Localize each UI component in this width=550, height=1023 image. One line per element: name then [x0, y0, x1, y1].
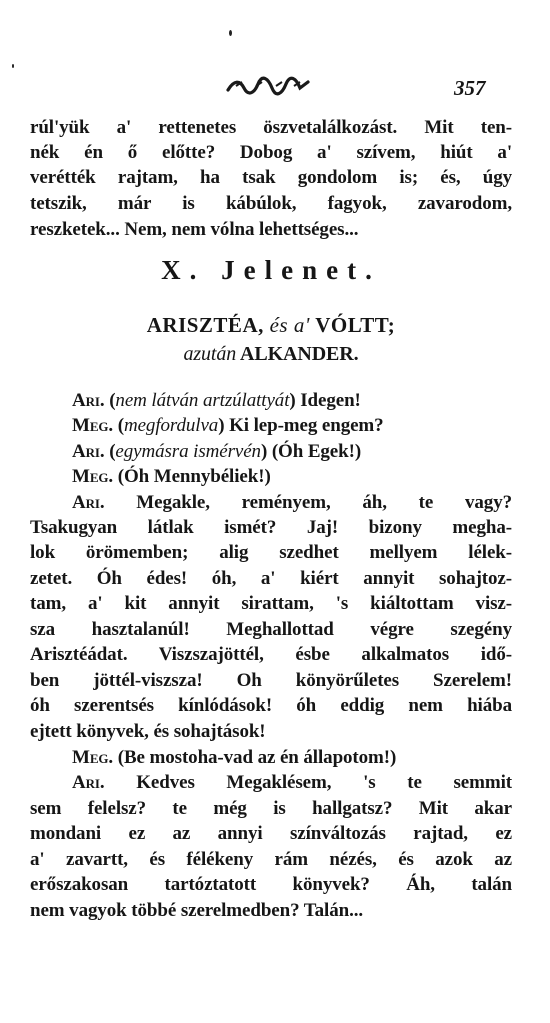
text-line: tam, a' kit annyit sirattam, 's kiáltottam visz-	[30, 593, 512, 614]
text-line: ben jöttél-viszsza! Oh könyörűletes Szerelem!	[30, 670, 512, 691]
character-name: ARISZTÉA,	[146, 313, 264, 337]
dialogue-line: Meg. (megfordulva) Ki lep-meg engem?	[72, 415, 384, 436]
speaker-name: Meg.	[72, 747, 114, 768]
text-line: a' zavartt, és félékeny rám nézés, és azok az	[30, 849, 512, 870]
speaker-name: Ari.	[72, 772, 105, 793]
stage-direction: egymásra ismérvén	[115, 441, 261, 462]
text-line: sem felelsz? te még is hallgatsz? Mit akar	[30, 798, 512, 819]
dialogue-line: Ari. Kedves Megaklésem, 's te semmit	[72, 772, 512, 793]
stage-direction: nem látván artzúlattyát	[115, 390, 290, 411]
cast-conjunction: és a'	[269, 313, 310, 337]
dialogue-line: Meg. (Be mostoha-vad az én állapotom!)	[72, 747, 397, 768]
dialogue-line: Ari. (nem látván artzúlattyát) Idegen!	[72, 390, 361, 411]
text-line: ejtett könyvek, és sohajtások!	[30, 721, 266, 742]
speaker-name: Ari.	[72, 441, 105, 462]
text-line: zetet. Óh édes! óh, a' kiért annyit sohajtoz-	[30, 568, 512, 589]
text-line: Arisztéádat. Viszszajöttél, ésbe alkalmatos idő-	[30, 644, 512, 665]
character-name: VÓLTT;	[315, 313, 396, 337]
text-line: mondani ez az annyi színváltozás rajtad, ez	[30, 823, 512, 844]
cast-list	[30, 313, 512, 337]
text-line: sza hasztalanúl! Meghallottad végre szegény	[30, 619, 512, 640]
speaker-name: Meg.	[72, 466, 114, 487]
print-speck	[229, 30, 232, 36]
print-speck	[12, 64, 14, 68]
text-line: nem vagyok többé szerelmedben? Talán...	[30, 900, 364, 921]
cast-then: azután	[183, 343, 237, 365]
dialogue-line: Ari. Megakle, reményem, áh, te vagy?	[72, 492, 512, 513]
text-line: tetszik, már is kábúlok, fagyok, zavarodom,	[30, 193, 512, 214]
text-line: reszketek... Nem, nem vólna lehettséges...	[30, 219, 359, 240]
stage-direction: megfordulva	[123, 415, 219, 436]
dialogue-line: Ari. (egymásra ismérvén) (Óh Egek!)	[72, 441, 362, 462]
text-line: nék én ő előtte? Dobog a' szívem, hiút a'	[30, 142, 512, 163]
text-line: verétték rajtam, ha tsak gondolom is; és, úgy	[30, 167, 512, 188]
header-ornament	[226, 74, 310, 96]
text-line: Tsakugyan látlak ismét? Jaj! bizony megha-	[30, 517, 512, 538]
speaker-name: Meg.	[72, 415, 114, 436]
scene-title: X. Jelenet.	[161, 255, 381, 285]
text-line: óh szerentsés kínlódások! óh eddig nem hiába	[30, 695, 512, 716]
cast-list-continued	[30, 342, 512, 366]
text-line: rúl'yük a' rettenetes öszvetalálkozást. Mit ten-	[30, 117, 512, 138]
speaker-name: Ari.	[72, 390, 105, 411]
character-name: ALKANDER.	[239, 343, 359, 365]
text-line: erőszakosan tartóztatott könyvek? Áh, talán	[30, 874, 512, 895]
page-number: 357	[454, 76, 486, 100]
speaker-name: Ari.	[72, 492, 105, 513]
text-line: lok örömemben; alig szedhet mellyem lélek-	[30, 542, 512, 563]
dialogue-line: Meg. (Óh Mennybéliek!)	[72, 466, 271, 487]
